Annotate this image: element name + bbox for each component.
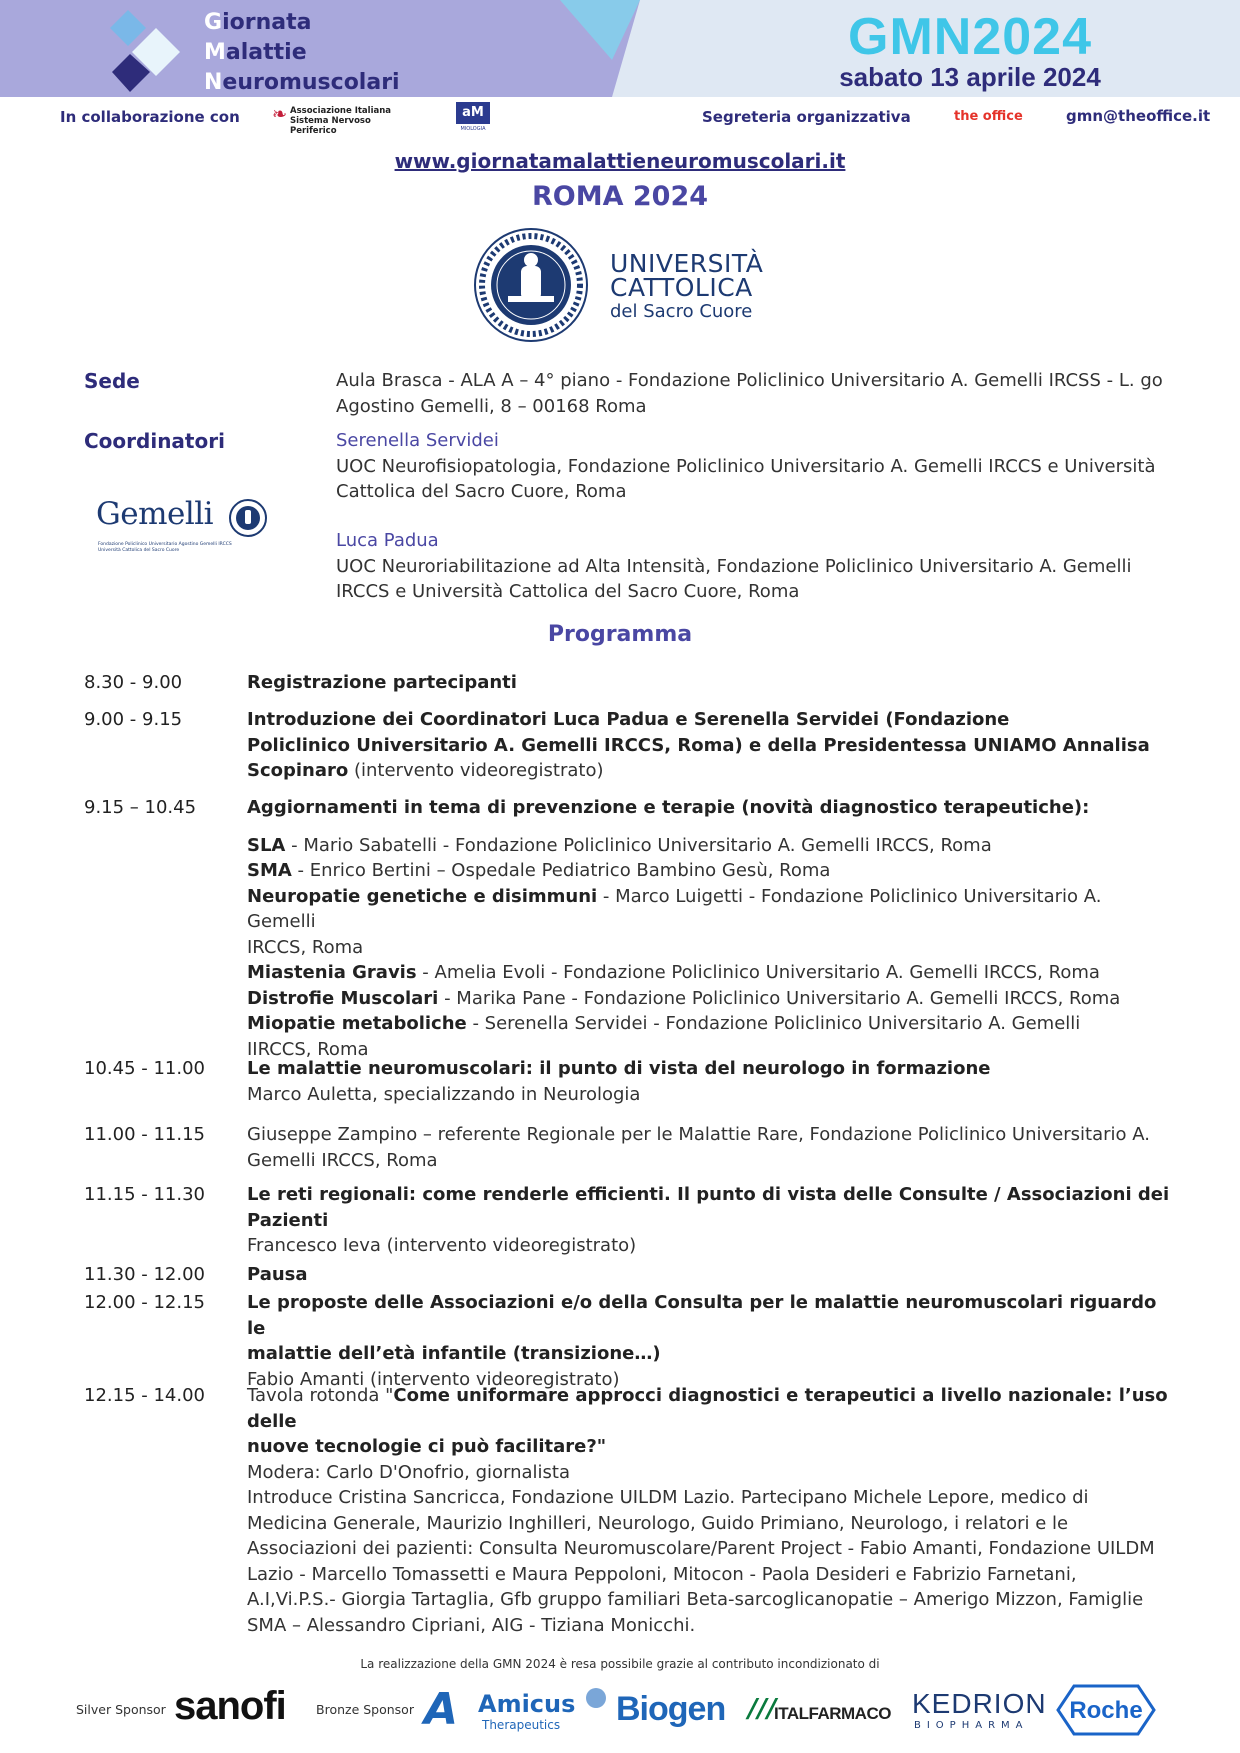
silver-sponsor-label: Silver Sponsor — [76, 1702, 166, 1717]
bronze-sponsor-label: Bronze Sponsor — [316, 1702, 414, 1717]
schedule-time: 9.00 - 9.15 — [84, 709, 183, 730]
office-email-link[interactable]: gmn@theoffice.it — [1066, 107, 1211, 125]
schedule-time: 10.45 - 11.00 — [84, 1058, 205, 1079]
amicus-icon: A — [424, 1684, 459, 1735]
gmn-logo-icon — [110, 6, 182, 92]
kedrion-logo: KEDRION BIOPHARMA — [912, 1688, 1047, 1731]
city-year-heading: ROMA 2024 — [531, 181, 709, 212]
sede-address: Aula Brasca - ALA A – 4° piano - Fondazione Policlinico Universitario A. Gemelli IRCSS - L. go Agostino Gemelli, 8 – 00168 Roma — [336, 370, 1163, 417]
schedule-time: 12.00 - 12.15 — [84, 1292, 205, 1313]
coordinator-padua: Luca Padua UOC Neuroriabilitazione ad Alta Intensità, Fondazione Policlinico Universitario A. Gemelli IRCCS e Università Cattolica del Sacro Cuore, Roma — [336, 528, 1166, 605]
aim-logo: aM MIOLOGIA — [456, 102, 490, 134]
talk-item: Miastenia Gravis - Amelia Evoli - Fondazione Policlinico Universitario A. Gemelli IRCCS, Roma — [247, 962, 1100, 983]
italfarmaco-icon: /// — [748, 1694, 777, 1724]
coordinator-servidei: Serenella Servidei UOC Neurofisiopatologia, Fondazione Policlinico Universitario A. Gemelli IRCCS e Università Cattolica del Sacro Cuore, Roma — [336, 428, 1166, 505]
talk-item: SMA - Enrico Bertini – Ospedale Pediatrico Bambino Gesù, Roma — [247, 860, 831, 881]
session-title: Registrazione partecipanti — [247, 672, 517, 693]
collab-label: In collaborazione con — [60, 108, 240, 126]
university-name-line3: del Sacro Cuore — [610, 301, 753, 322]
event-date: sabato 13 aprile 2024 — [839, 62, 1101, 92]
gmn-logo-text: Giornata Malattie Neuromuscolari — [204, 10, 400, 95]
talk-item: SLA - Mario Sabatelli - Fondazione Policlinico Universitario A. Gemelli IRCCS, Roma — [247, 834, 992, 856]
the-office-logo: the office — [954, 109, 1023, 124]
university-name-line2: CATTOLICA — [610, 273, 753, 302]
sponsor-row — [0, 1680, 1240, 1740]
session-speaker: Fabio Amanti (intervento videoregistrato) — [247, 1368, 620, 1390]
talk-item: Miopatie metaboliche - Serenella Servidei - Fondazione Policlinico Universitario A. Gemelli — [247, 1013, 1081, 1034]
coordinatori-label: Coordinatori — [84, 429, 225, 453]
session-title: Aggiornamenti in tema di prevenzione e terapie (novità diagnostico terapeutiche): — [247, 797, 1090, 818]
session-title: Pausa — [247, 1264, 308, 1285]
event-title: GMN2024 — [848, 8, 1092, 66]
schedule-time: 8.30 - 9.00 — [84, 672, 183, 693]
schedule-time: 9.15 – 10.45 — [84, 797, 197, 818]
programma-title: Programma — [547, 622, 693, 647]
schedule-time: 12.15 - 14.00 — [84, 1385, 205, 1406]
sede-label: Sede — [84, 369, 140, 393]
schedule-time: 11.00 - 11.15 — [84, 1124, 205, 1145]
website-link[interactable]: www.giornatamalattieneuromuscolari.it — [394, 149, 846, 173]
coordinator-name: Luca Padua — [336, 530, 439, 551]
sanofi-logo: sanofi — [174, 1684, 286, 1728]
talk-item: Distrofie Muscolari - Marika Pane - Fondazione Policlinico Universitario A. Gemelli IRCCS, Roma — [247, 987, 1121, 1009]
amicus-logo: A Amicus Therapeutics — [424, 1684, 576, 1735]
collaboration-row — [0, 100, 1240, 136]
roche-logo: Roche — [1056, 1684, 1156, 1736]
header-band — [0, 0, 1240, 97]
footer-note: La realizzazione della GMN 2024 è resa possibile grazie al contributo incondizionato di — [360, 1657, 880, 1671]
university-name-line1: UNIVERSITÀ — [610, 249, 764, 278]
university-logo — [472, 226, 762, 344]
segreteria-label: Segreteria organizzativa — [702, 108, 911, 126]
schedule-time: 11.30 - 12.00 — [84, 1264, 205, 1285]
schedule-time: 11.15 - 11.30 — [84, 1184, 205, 1205]
gemelli-logo: Gemelli Fondazione Policlinico Universitario Agostino Gemelli IRCCS Università Cattolica del Sacro Cuore — [96, 496, 278, 566]
gemelli-seal-icon — [228, 498, 268, 538]
university-seal-icon — [472, 226, 590, 344]
session-speaker: Francesco Ieva (intervento videoregistrato) — [247, 1235, 637, 1256]
aisnp-icon: ❧ — [272, 104, 288, 125]
talk-item: Neuropatie genetiche e disimmuni - Marco Luigetti - Fondazione Policlinico Universitario A. Gemelli — [247, 885, 1102, 932]
aisnp-logo: ❧ Associazione Italiana Sistema Nervoso Periferico — [272, 104, 392, 136]
biogen-logo: Biogen — [586, 1686, 726, 1734]
session-speaker: Marco Auletta, specializzando in Neurologia — [247, 1083, 641, 1105]
biogen-dot-icon — [586, 1688, 606, 1708]
italfarmaco-logo: /// ITALFARMACO — [748, 1694, 891, 1724]
session-title: Le malattie neuromuscolari: il punto di vista del neurologo in formazione — [247, 1058, 991, 1079]
coordinator-name: Serenella Servidei — [336, 430, 499, 451]
